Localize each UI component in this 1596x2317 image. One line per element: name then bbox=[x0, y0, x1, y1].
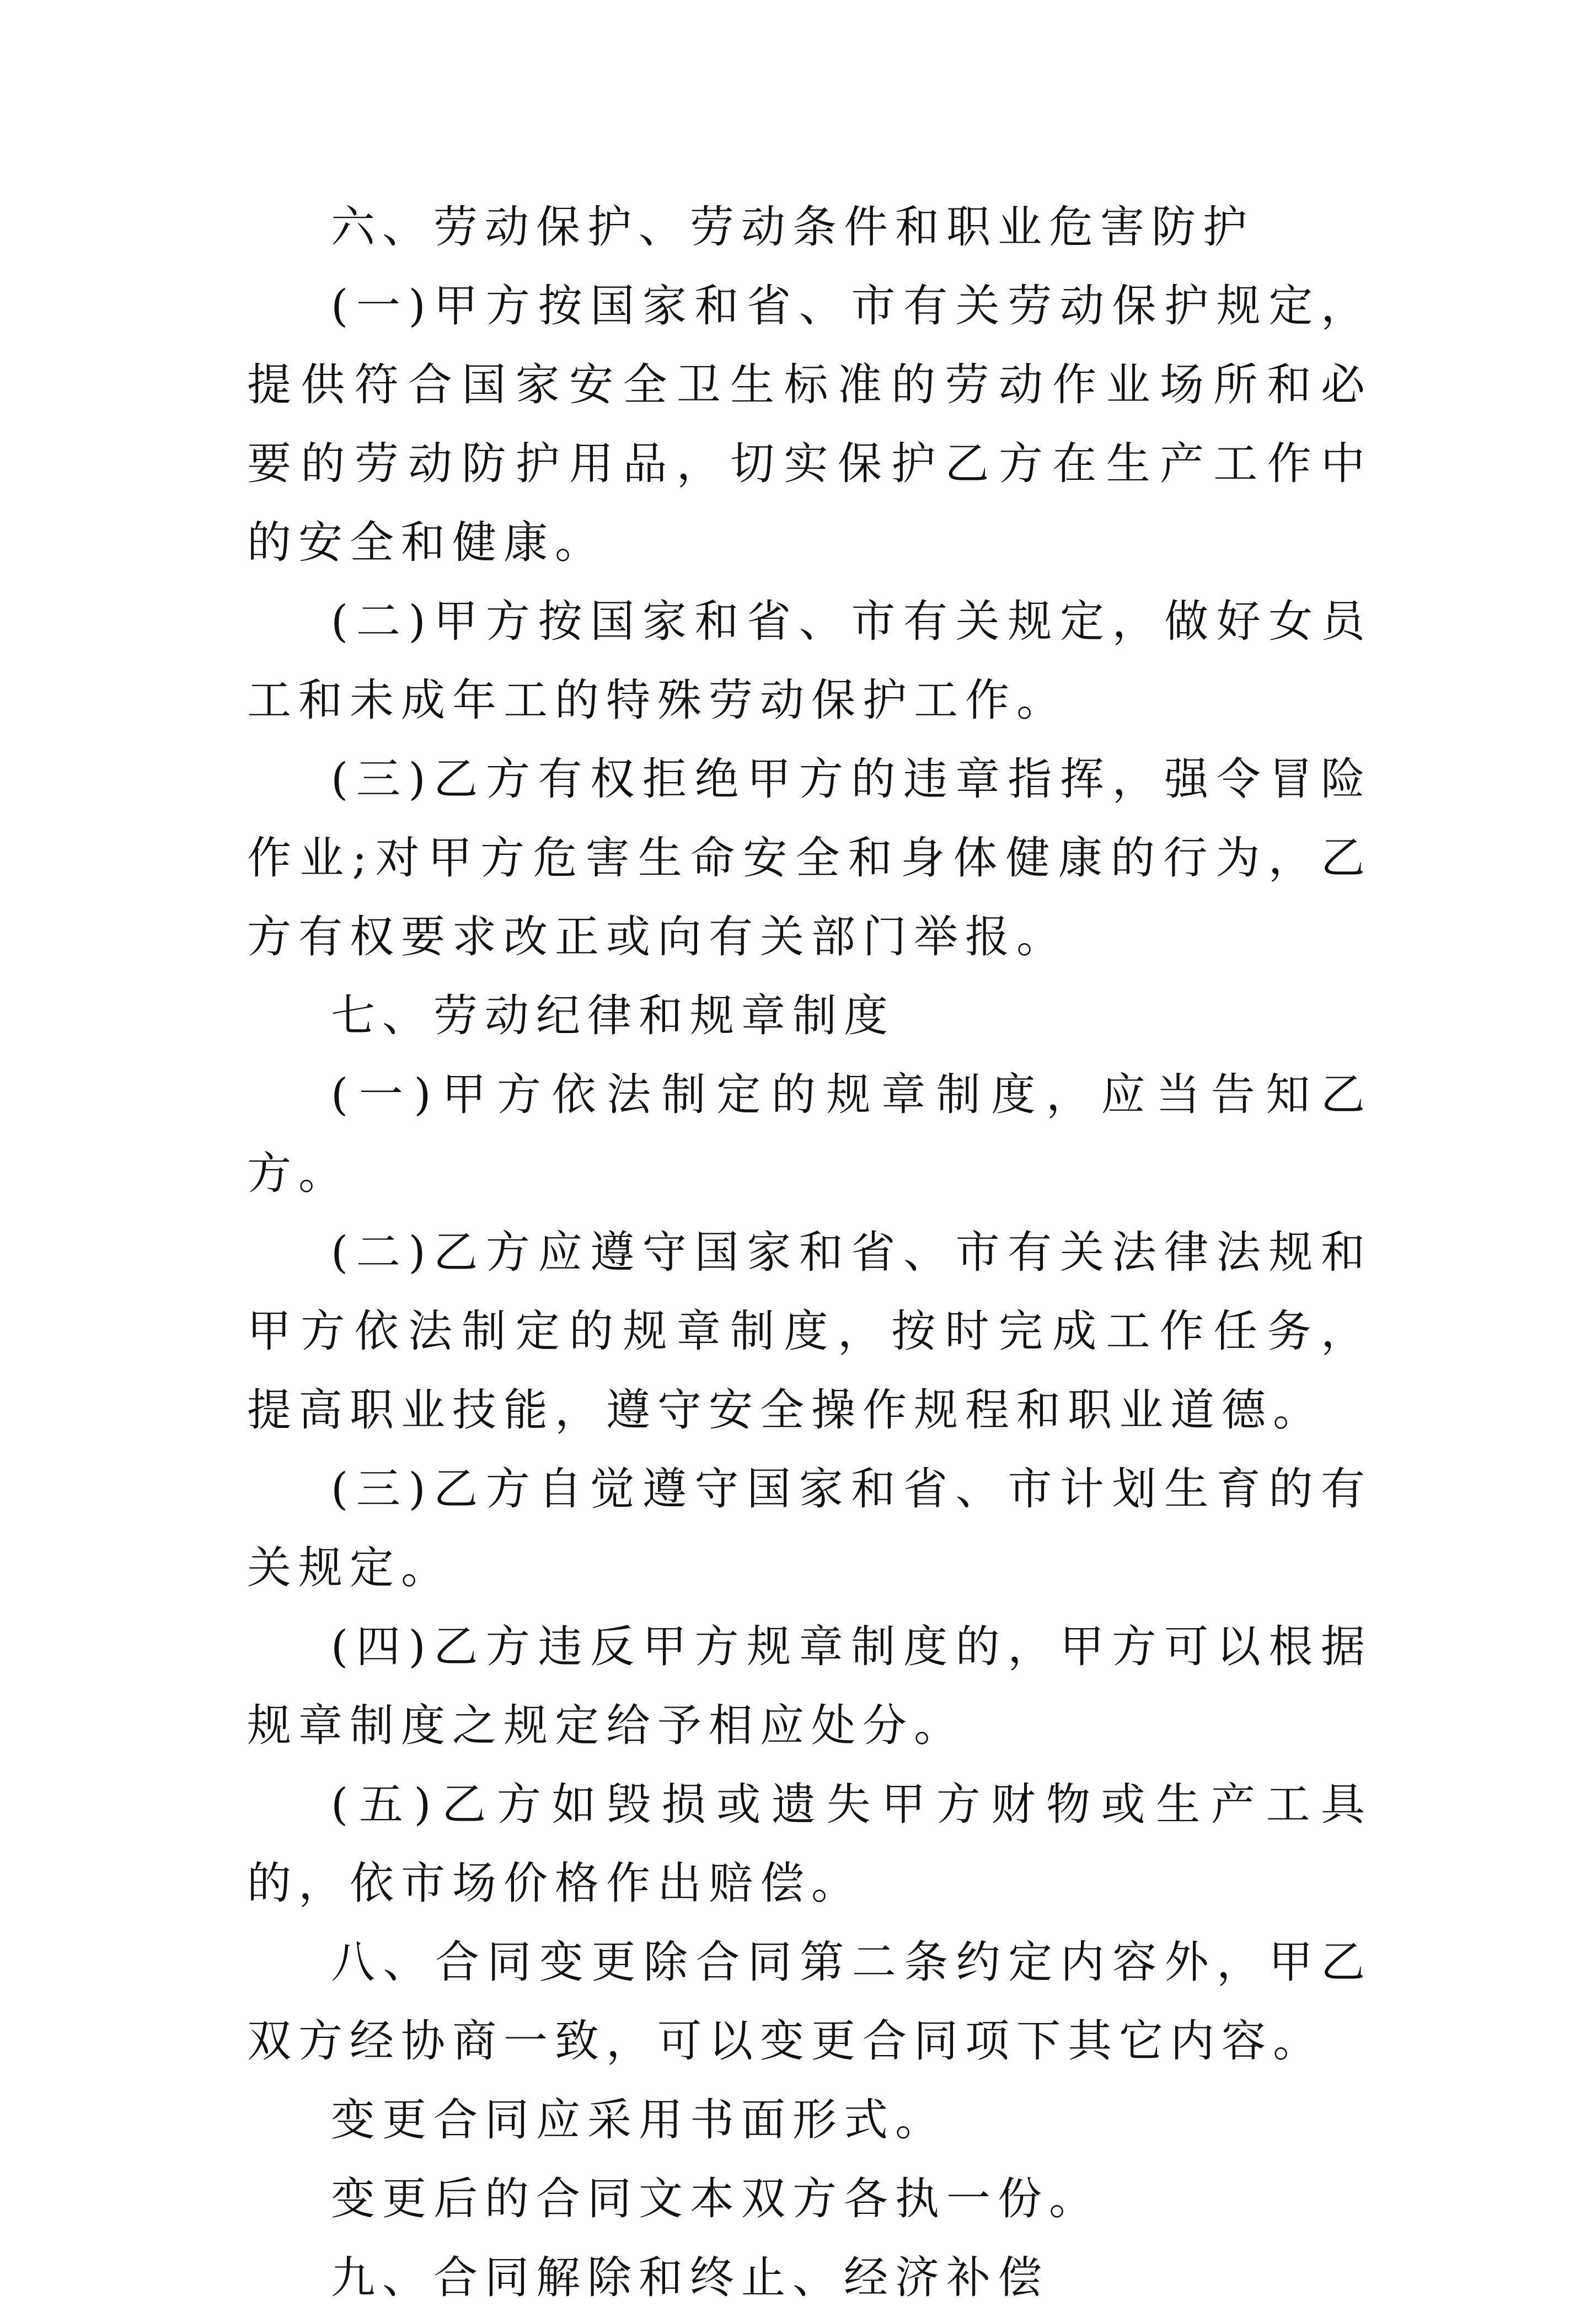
paragraph-7-4: (四)乙方违反甲方规章制度的，甲方可以根据规章制度之规定给予相应处分。 bbox=[247, 1621, 1372, 1751]
paragraph-6-3: (三)乙方有权拒绝甲方的违章指挥，强令冒险作业;对甲方危害生命安全和身体健康的行为，乙方有权要求改正或向有关部门举报。 bbox=[247, 753, 1372, 962]
paragraph-6-1: (一)甲方按国家和省、市有关劳动保护规定，提供符合国家安全卫生标准的劳动作业场所和必要的劳动防护用品，切实保护乙方在生产工作中的安全和健康。 bbox=[247, 280, 1372, 568]
paragraph-8-1: 变更合同应采用书面形式。 bbox=[331, 2094, 946, 2145]
paragraph-7-1: (一)甲方依法制定的规章制度，应当告知乙方。 bbox=[247, 1069, 1372, 1199]
section-heading-8: 八、合同变更除合同第二条约定内容外，甲乙双方经协商一致，可以变更合同项下其它内容。 bbox=[247, 1936, 1372, 2067]
section-heading-6: 六、劳动保护、劳动条件和职业危害防护 bbox=[331, 201, 1254, 253]
section-heading-9: 九、合同解除和终止、经济补偿 bbox=[331, 2252, 1049, 2303]
section-heading-7: 七、劳动纪律和规章制度 bbox=[331, 990, 895, 1041]
paragraph-7-2: (二)乙方应遵守国家和省、市有关法律法规和甲方依法制定的规章制度，按时完成工作任务，提高职业技能，遵守安全操作规程和职业道德。 bbox=[247, 1227, 1372, 1436]
paragraph-8-2: 变更后的合同文本双方各执一份。 bbox=[331, 2173, 1100, 2224]
document-body bbox=[247, 188, 1372, 2317]
paragraph-6-2: (二)甲方按国家和省、市有关规定，做好女员工和未成年工的特殊劳动保护工作。 bbox=[247, 596, 1372, 726]
paragraph-7-3: (三)乙方自觉遵守国家和省、市计划生育的有关规定。 bbox=[247, 1463, 1372, 1593]
paragraph-7-5: (五)乙方如毁损或遗失甲方财物或生产工具的，依市场价格作出赔偿。 bbox=[247, 1779, 1372, 1909]
